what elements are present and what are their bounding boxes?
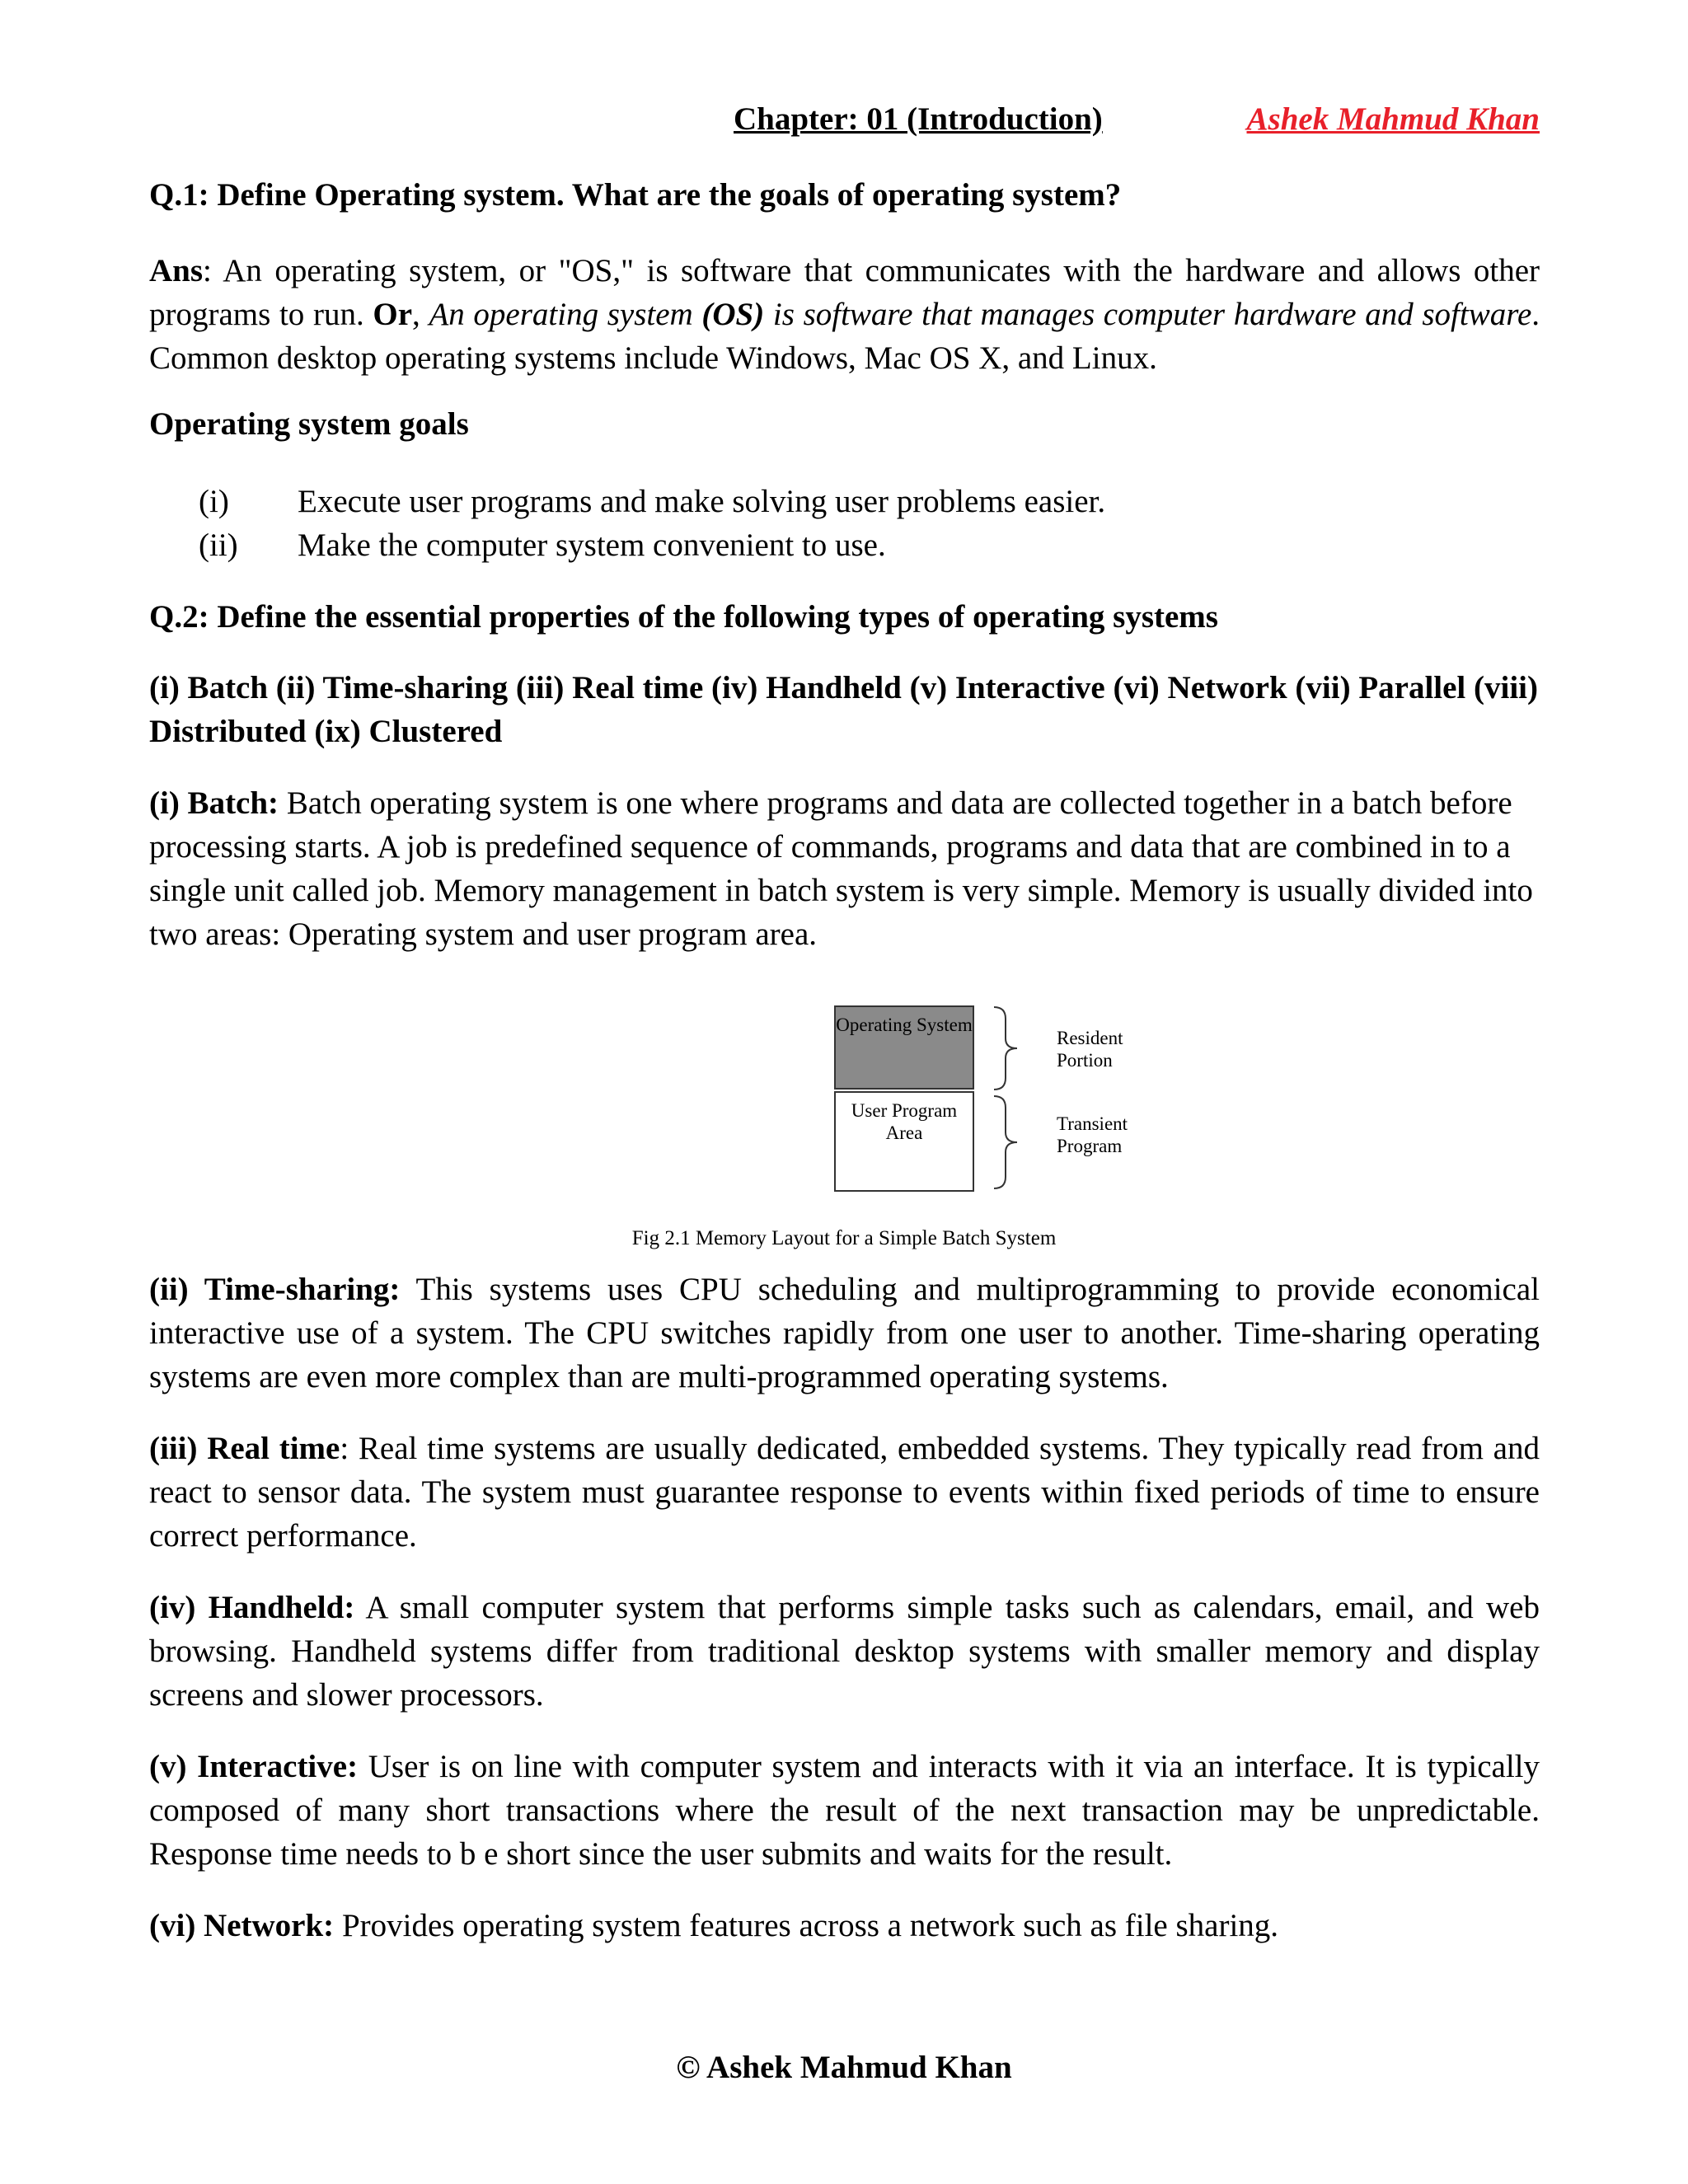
timesharing-text: This systems uses CPU scheduling and multiprogramming to provide economical interactive use of a system. The CPU switches rapidly from one user to another. Time-sharing operating systems are even more complex than are multi-programmed operating systems. [149, 1272, 1540, 1394]
handheld-paragraph [149, 1586, 1540, 1717]
ans-italic-2: is software that manages computer hardware and software [764, 297, 1532, 332]
q2-title: Q.2: Define the essential properties of the following types of operating systems [149, 599, 1218, 635]
goal-item [199, 480, 1105, 523]
figure-caption: Fig 2.1 Memory Layout for a Simple Batch System [631, 1227, 1057, 1249]
batch-label: (i) Batch: [149, 785, 279, 821]
ans-italic-bold: (OS) [701, 297, 765, 332]
timesharing-paragraph [149, 1268, 1540, 1399]
network-text: Provides operating system features across a network such as file sharing. [334, 1908, 1279, 1943]
goal-text: Make the computer system convenient to use. [298, 527, 886, 563]
realtime-text: : Real time systems are usually dedicated, embedded systems. They typically read from and react to sensor data. The system must guarantee response to events within fixed periods of time to ensure correct performance. [149, 1431, 1540, 1554]
footer-copyright: © Ashek Mahmud Khan [676, 2050, 1012, 2085]
ans-text-1: : An operating system, or "OS," is software that communicates with the hardware and allows other programs to run. [149, 253, 1540, 332]
or-label: Or [373, 297, 413, 332]
handheld-label: (iv) Handheld: [149, 1590, 355, 1625]
realtime-paragraph [149, 1427, 1540, 1558]
ans-label: Ans [149, 253, 204, 288]
resident-brace-icon [992, 1005, 1025, 1091]
handheld-text: A small computer system that performs simple tasks such as calendars, email, and web browsing. Handheld systems differ from traditional desktop systems with smaller memory and display screens and slower processors. [149, 1590, 1540, 1713]
goal-item [199, 523, 886, 567]
transient-label: Transient Program [1057, 1113, 1128, 1156]
transient-brace-icon [992, 1094, 1025, 1190]
user-program-label: User Program Area [851, 1100, 958, 1143]
goal-number: (i) [199, 484, 229, 519]
header-author: Ashek Mahmud Khan [1246, 101, 1540, 137]
q1-title: Q.1: Define Operating system. What are the goals of operating system? [149, 177, 1122, 213]
ans-text-2: . Common desktop operating systems include Windows, Mac OS X, and Linux. [149, 297, 1540, 376]
or-sep: , [412, 297, 429, 332]
network-label: (vi) Network: [149, 1908, 335, 1943]
interactive-paragraph [149, 1745, 1540, 1876]
network-paragraph [149, 1904, 1540, 1947]
user-program-box [834, 1091, 974, 1192]
timesharing-label: (ii) Time-sharing: [149, 1272, 401, 1307]
realtime-label: (iii) Real time [149, 1431, 340, 1466]
batch-paragraph [149, 781, 1540, 956]
os-box [834, 1005, 974, 1090]
q1-answer [149, 249, 1540, 380]
q2-types: (i) Batch (ii) Time-sharing (iii) Real time (iv) Handheld (v) Interactive (vi) Network (vii) Parallel (viii) Distributed (ix) Clustered [149, 670, 1538, 749]
goals-heading: Operating system goals [149, 406, 469, 442]
page-header [149, 97, 1540, 143]
memory-layout-figure [686, 1002, 1180, 1249]
interactive-label: (v) Interactive: [149, 1749, 359, 1784]
goal-text: Execute user programs and make solving user problems easier. [298, 484, 1106, 519]
interactive-text: User is on line with computer system and interacts with it via an interface. It is typically composed of many short transactions where the result of the next transaction may be unpredictable. Response time needs to b e short since the user submits and waits for the result. [149, 1749, 1540, 1872]
batch-text: Batch operating system is one where programs and data are collected together in a batch before processing starts. A job is predefined sequence of commands, programs and data that are combined in to a single unit called job. Memory management in batch system is very simple. Memory is usually divided into two areas: Operating system and user program area. [149, 785, 1533, 952]
os-box-label: Operating System [836, 1015, 973, 1035]
goal-number: (ii) [199, 527, 238, 563]
ans-italic-1: An operating system [429, 297, 702, 332]
chapter-title: Chapter: 01 (Introduction) [734, 101, 1103, 137]
resident-label: Resident Portion [1057, 1028, 1123, 1071]
